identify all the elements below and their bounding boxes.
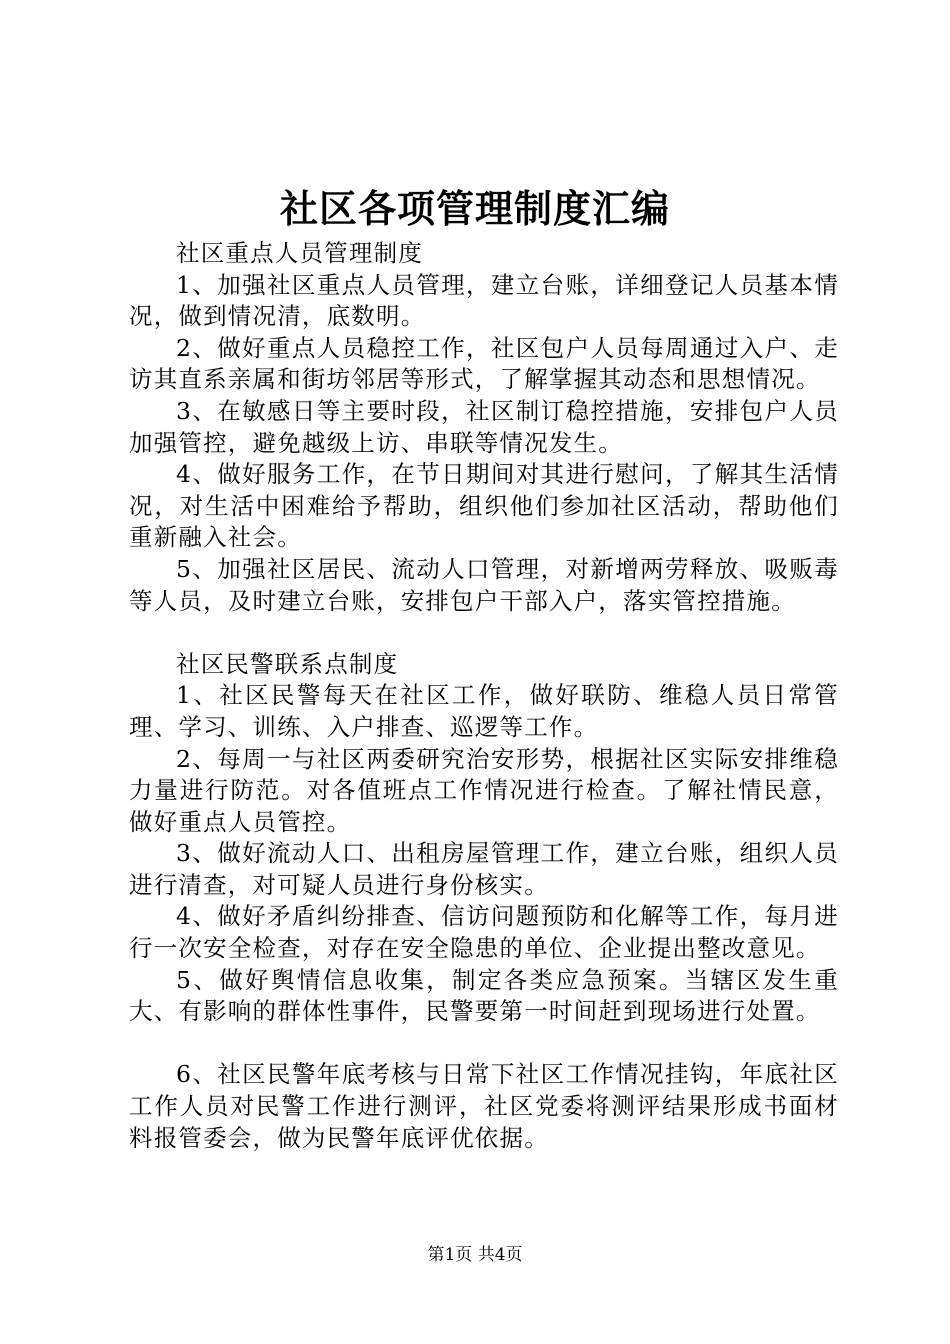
paragraph: 3、做好流动人口、出租房屋管理工作，建立台账，组织人员进行清查，对可疑人员进行身份核实。 — [129, 839, 839, 899]
blank-line — [129, 1028, 839, 1060]
paragraph: 5、加强社区居民、流动人口管理，对新增两劳释放、吸贩毒等人员，及时建立台账，安排包户干部入户，落实管控措施。 — [129, 554, 839, 615]
page-footer: 第1页 共4页 — [427, 1245, 523, 1265]
paragraph: 4、做好服务工作，在节日期间对其进行慰问，了解其生活情况，对生活中困难给予帮助，组织他们参加社区活动，帮助他们重新融入社会。 — [129, 460, 839, 552]
section-heading: 社区重点人员管理制度 — [176, 239, 423, 267]
section-heading: 社区民警联系点制度 — [176, 649, 399, 678]
document-body — [129, 238, 839, 1154]
paragraph: 1、加强社区重点人员管理，建立台账，详细登记人员基本情况，做到情况清，底数明。 — [129, 270, 839, 331]
paragraph: 3、在敏感日等主要时段，社区制订稳控措施，安排包户人员加强管控，避免越级上访、串联等情况发生。 — [129, 396, 839, 457]
blank-line — [129, 617, 839, 649]
paragraph: 5、做好舆情信息收集，制定各类应急预案。当辖区发生重大、有影响的群体性事件，民警要第一时间赶到现场进行处置。 — [129, 965, 839, 1026]
paragraph: 4、做好矛盾纠纷排查、信访问题预防和化解等工作，每月进行一次安全检查，对存在安全隐患的单位、企业提出整改意见。 — [129, 902, 839, 963]
paragraph: 1、社区民警每天在社区工作，做好联防、维稳人员日常管理、学习、训练、入户排查、巡逻等工作。 — [129, 681, 839, 741]
document-title: 社区各项管理制度汇编 — [279, 186, 670, 231]
paragraph: 6、社区民警年底考核与日常下社区工作情况挂钩，年底社区工作人员对民警工作进行测评，社区党委将测评结果形成书面材料报管委会，做为民警年底评优依据。 — [129, 1060, 839, 1152]
paragraph: 2、每周一与社区两委研究治安形势，根据社区实际安排维稳力量进行防范。对各值班点工作情况进行检查。了解社情民意，做好重点人员管控。 — [129, 744, 839, 836]
paragraph: 2、做好重点人员稳控工作，社区包户人员每周通过入户、走访其直系亲属和街坊邻居等形式，了解掌握其动态和思想情况。 — [129, 333, 839, 394]
